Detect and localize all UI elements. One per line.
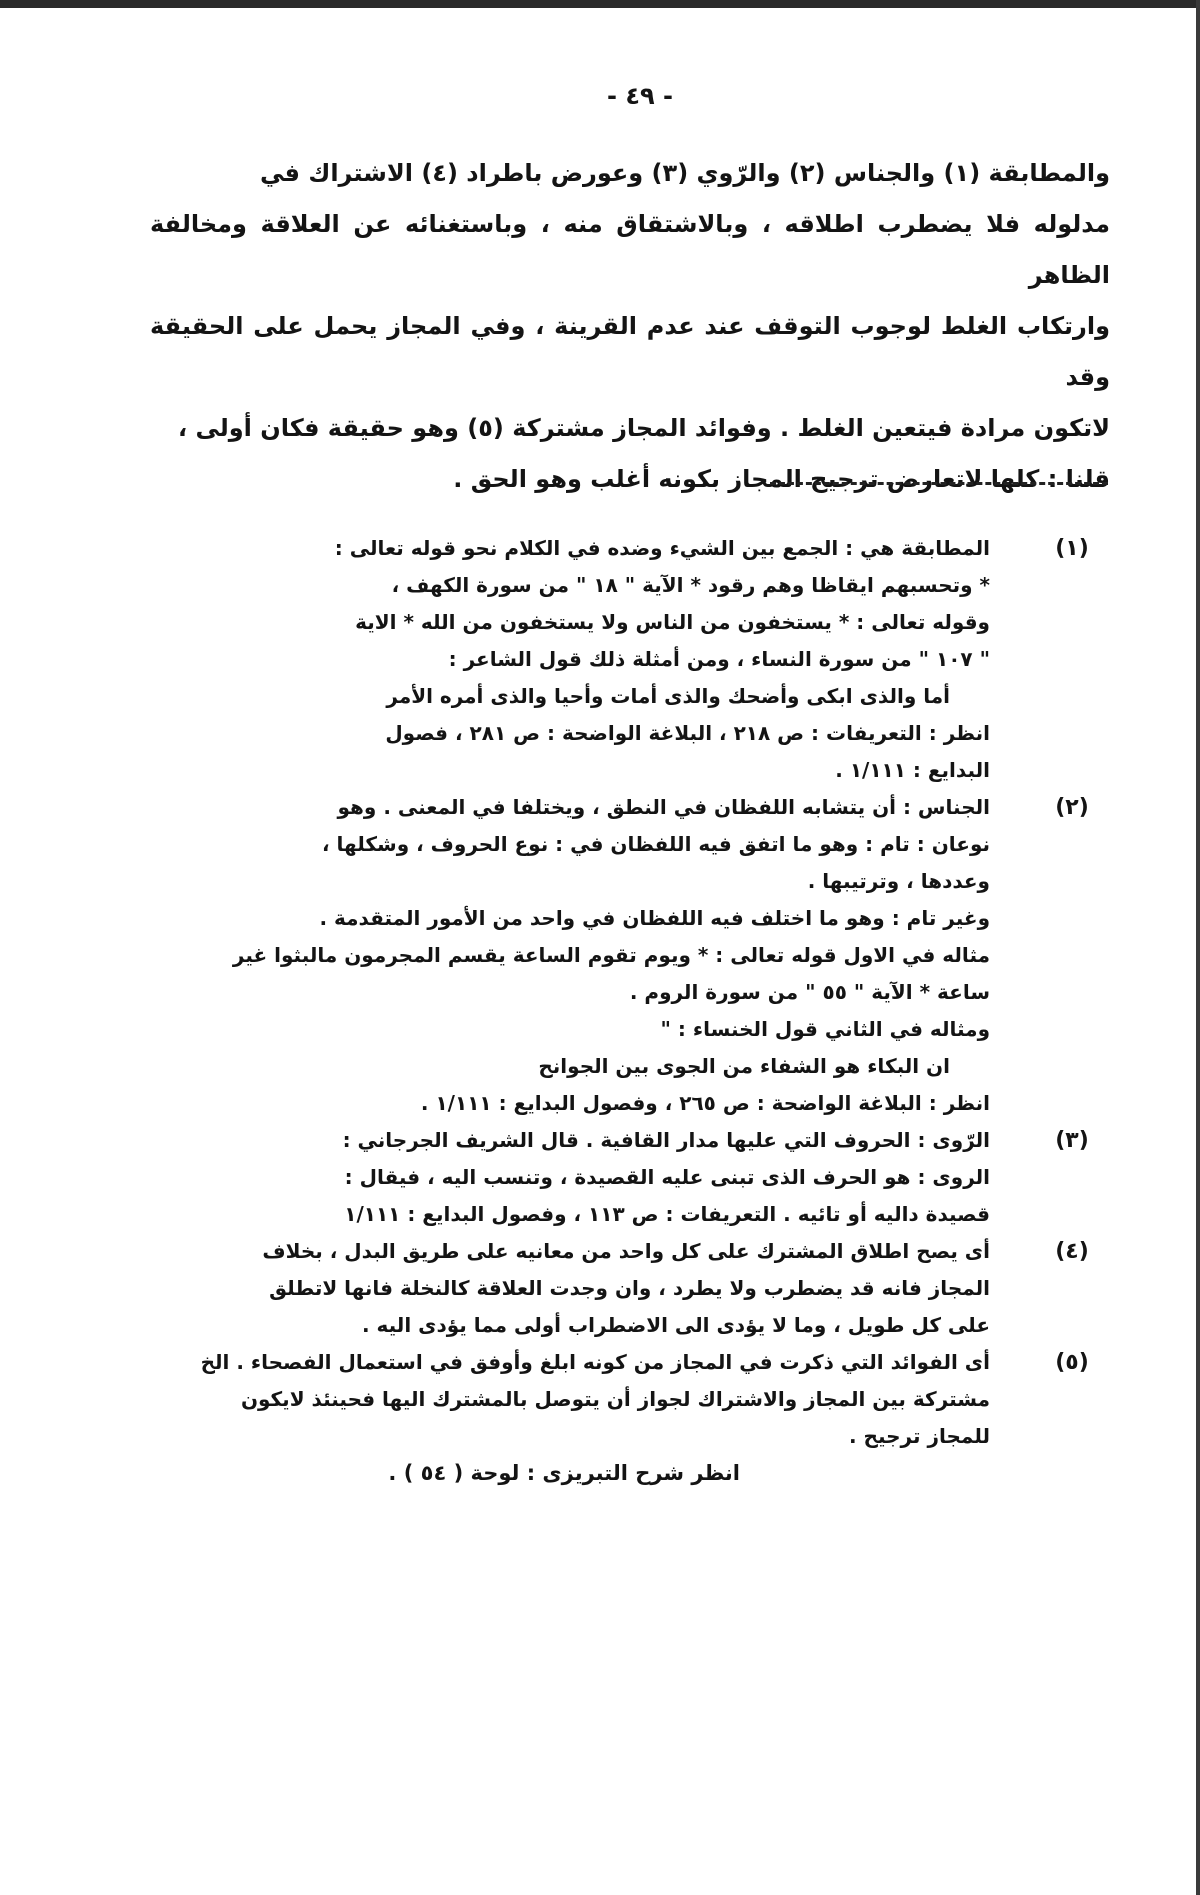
footnote-text: [190, 1233, 990, 1344]
footnote-line: وغير تام : وهو ما اختلف فيه اللفظان في واحد من الأمور المتقدمة .: [319, 906, 990, 930]
footnote-number: (٤): [1055, 1239, 1089, 1264]
footnote-line: انظر : البلاغة الواضحة : ص ٢٦٥ ، وفصول البدايع : ١/١١١ .: [420, 1091, 990, 1115]
footnote-line: المطابقة هي : الجمع بين الشيء وضده في الكلام نحو قوله تعالى :: [334, 536, 990, 560]
footnote-separator: [770, 482, 1108, 485]
footnote-line: أى الفوائد التي ذكرت في المجاز من كونه ابلغ وأوفق في استعمال الفصحاء . الخ: [200, 1350, 990, 1374]
reference-line: انظر شرح التبريزى : لوحة ( ٥٤ ) .: [388, 1461, 740, 1485]
footnote-line: الرّوى : الحروف التي عليها مدار القافية . قال الشريف الجرجاني :: [342, 1128, 990, 1152]
footnotes: [0, 530, 1200, 1492]
page-number: - ٤٩ -: [607, 82, 673, 110]
footnote-text: [190, 1344, 990, 1492]
footnote-number: (٢): [1055, 795, 1089, 820]
footnote-line: مشتركة بين المجاز والاشتراك لجواز أن يتوصل بالمشترك اليها فحينئذ لايكون: [240, 1387, 990, 1411]
footnote-3: [0, 1122, 1200, 1233]
footnote-line: انظر : التعريفات : ص ٢١٨ ، البلاغة الواضحة : ص ٢٨١ ، فصول: [385, 721, 990, 745]
footnote-line: الروى : هو الحرف الذى تبنى عليه القصيدة ، وتنسب اليه ، فيقال :: [344, 1165, 990, 1189]
footnote-line: على كل طويل ، وما لا يؤدى الى الاضطراب أولى مما يؤدى اليه .: [361, 1313, 990, 1337]
footnote-text: [190, 1122, 990, 1233]
footnote-line: ساعة * الآية " ٥٥ " من سورة الروم .: [629, 980, 990, 1004]
footnote-line: * وتحسبهم ايقاظا وهم رقود * الآية " ١٨ " من سورة الكهف ،: [391, 573, 990, 597]
footnote-line: وعددها ، وترتيبها .: [807, 869, 990, 893]
footnote-line: الجناس : أن يتشابه اللفظان في النطق ، ويختلفا في المعنى . وهو: [337, 795, 990, 819]
main-text-line: مدلوله فلا يضطرب اطلاقه ، وبالاشتقاق منه ، وباستغنائه عن العلاقة ومخالفة الظاهر: [150, 210, 1110, 289]
footnote-text: [190, 530, 990, 789]
poetry-verse: ان البكاء هو الشفاء من الجوى بين الجوانح: [538, 1054, 950, 1078]
footnote-line: أى يصح اطلاق المشترك على كل واحد من معانيه على طريق البدل ، بخلاف: [262, 1239, 990, 1263]
footnote-number: (٣): [1055, 1128, 1089, 1153]
main-text: [150, 148, 1110, 505]
footnote-number: (٥): [1055, 1350, 1089, 1375]
footnote-number: (١): [1055, 536, 1089, 561]
footnote-line: البدايع : ١/١١١ .: [835, 758, 990, 782]
poetry-verse: أما والذى ابكى وأضحك والذى أمات وأحيا والذى أمره الأمر: [386, 684, 950, 708]
main-text-line: لاتكون مرادة فيتعين الغلط . وفوائد المجاز مشتركة (٥) وهو حقيقة فكان أولى ،: [177, 414, 1110, 442]
footnote-line: قصيدة داليه أو تائيه . التعريفات : ص ١١٣ ، وفصول البدايع : ١/١١١: [344, 1202, 990, 1226]
main-text-line: قلنا : كلها لاتعارض ترجيح المجاز بكونه أغلب وهو الحق .: [453, 465, 1110, 493]
footnote-5: [0, 1344, 1200, 1492]
footnote-4: [0, 1233, 1200, 1344]
footnote-line: وقوله تعالى : * يستخفون من الناس ولا يستخفون من الله * الاية: [355, 610, 990, 634]
footnote-line: ومثاله في الثاني قول الخنساء : ": [660, 1017, 990, 1041]
footnote-text: [190, 789, 990, 1122]
footnote-1: [0, 530, 1200, 789]
footnote-2: [0, 789, 1200, 1122]
footnote-line: المجاز فانه قد يضطرب ولا يطرد ، وان وجدت العلاقة كالنخلة فانها لاتطلق: [269, 1276, 990, 1300]
main-text-line: والمطابقة (١) والجناس (٢) والرّوي (٣) وعورض باطراد (٤) الاشتراك في: [259, 159, 1110, 187]
footnote-line: للمجاز ترجيح .: [849, 1424, 990, 1448]
footnote-line: مثاله في الاول قوله تعالى : * ويوم تقوم الساعة يقسم المجرمون مالبثوا غير: [232, 943, 990, 967]
page-edge-top: [0, 0, 1200, 8]
footnote-line: " ١٠٧ " من سورة النساء ، ومن أمثلة ذلك قول الشاعر :: [448, 647, 990, 671]
footnote-line: نوعان : تام : وهو ما اتفق فيه اللفظان في : نوع الحروف ، وشكلها ،: [321, 832, 990, 856]
main-text-line: وارتكاب الغلط لوجوب التوقف عند عدم القرينة ، وفي المجاز يحمل على الحقيقة وقد: [150, 312, 1110, 391]
